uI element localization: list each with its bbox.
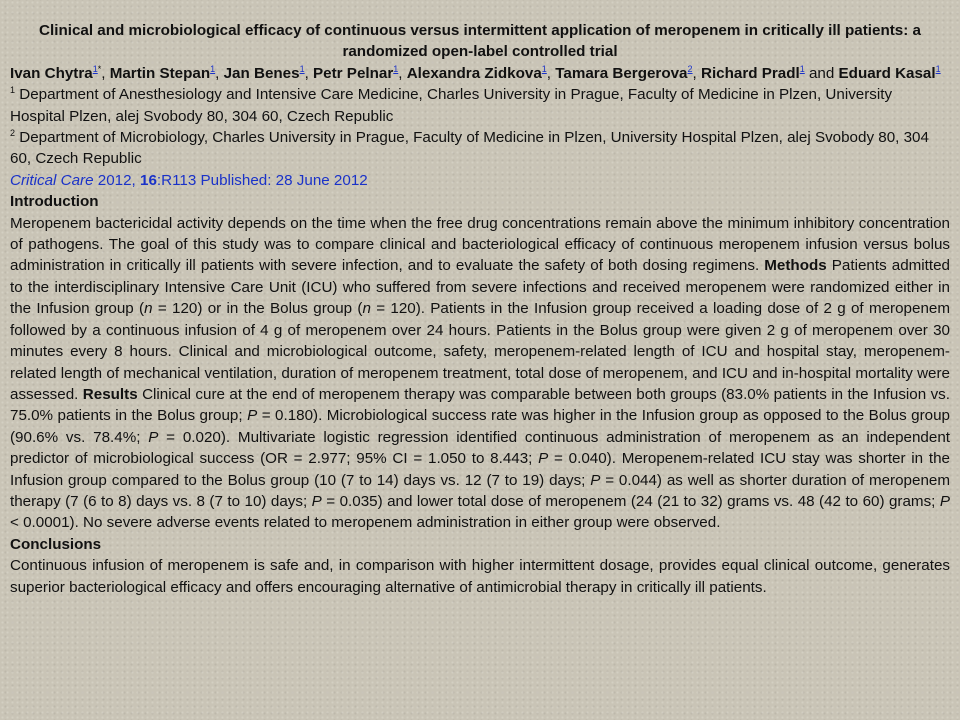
abstract-body: Meropenem bactericidal activity depends on the time when the free drug concentrations remain above the minimum inhibitory concentration of pathogens. The goal of this study was to compare clinical and bacteriological efficacy of continuous meropenem infusion versus bolus administration in critically ill patients with severe infection, and to evaluate the safety of both dosing regimens. Methods Patients admitted to the interdisciplinary Intensive Care Unit (ICU) who suffered from severe infections and received meropenem were randomized either in the Infusion group (n = 120) or in the Bolus group (n = 120). Patients in the Infusion group received a loading dose of 2 g of meropenem followed by a continuous infusion of 4 g of meropenem over 24 hours. Patients in the Bolus group were given 2 g of meropenem over 30 minutes every 8 hours. Clinical and microbiological outcome, safety, meropenem-related length of ICU and hospital stay, meropenem-related length of mechanical ventilation, duration of meropenem treatment, total dose of meropenem, and ICU and in-hospital mortality were assessed. Results Clinical cure at the end of meropenem therapy was comparable between both groups (83.0% patients in the Infusion vs. 75.0% patients in the Bolus group; P = 0.180). Microbiological success rate was higher in the Infusion group as opposed to the Bolus group (90.6% vs. 78.4%; P = 0.020). Multivariate logistic regression identified continuous administration of meropenem as an independent predictor of microbiological success (OR = 2.977; 95% CI = 1.050 to 8.443; P = 0.040). Meropenem-related ICU stay was shorter in the Infusion group compared to the Bolus group (10 (7 to 14) days vs. 12 (7 to 19) days; P = 0.044) as well as shorter duration of meropenem therapy (7 (6 to 8) days vs. 8 (7 to 10) days; P = 0.035) and lower total dose of meropenem (24 (21 to 32) grams vs. 48 (42 to 60) grams; P < 0.0001). No severe adverse events related to meropenem administration in either group were observed. <box>10 214 951 532</box>
affiliation-link[interactable]: 1 <box>393 63 399 74</box>
affiliation-1: $^1$ Department of Anesthesiology and Intensive Care Medicine, Charles University in Prague, Faculty of Medicine in Plzen, University Hospital Plzen, alej Svobody 80, 304 60, Czech Republic <box>10 85 893 125</box>
methods-label: Methods <box>764 257 827 275</box>
author: Alexandra Zidkova$^1$, <box>406 63 556 82</box>
author: Ivan Chytra$^{1*}$, <box>10 63 110 82</box>
conclusions-heading: Conclusions <box>10 535 102 553</box>
article-title: Clinical and microbiological efficacy of continuous versus intermittent application of meropenem in critically ill patients: a randomized open-label controlled trial <box>39 22 921 61</box>
affiliation-link[interactable]: 2 <box>687 63 693 74</box>
affiliation-2: $^2$ Department of Microbiology, Charles University in Prague, Faculty of Medicine in Plzen, University Hospital Plzen, alej Svobody 80, 304 60, Czech Republic <box>10 127 929 168</box>
affiliation-link[interactable]: 1 <box>299 63 305 74</box>
introduction-heading: Introduction <box>10 193 99 211</box>
affiliation-link[interactable]: 1 <box>799 63 805 74</box>
affiliation-link[interactable]: 1 <box>935 63 941 74</box>
conclusions-body: Continuous infusion of meropenem is safe and, in comparison with higher intermittent dosage, provides equal clinical outcome, generates superior bacteriological efficacy and offers encouraging alternative of antimicrobial therapy in critically ill patients. <box>10 557 950 596</box>
journal-volume: 16 <box>140 171 157 189</box>
slide-content <box>10 20 950 598</box>
results-label: Results <box>82 385 138 403</box>
journal-name: Critical Care <box>10 171 94 189</box>
affiliation-link[interactable]: 1 <box>541 63 547 74</box>
author: Richard Pradl$^1$ and <box>700 63 839 82</box>
affiliation-link[interactable]: 1 <box>210 63 216 74</box>
author: Petr Pelnar$^1$, <box>313 63 407 82</box>
author: Jan Benes$^1$, <box>223 63 314 82</box>
author: Martin Stepan$^1$, <box>109 63 224 82</box>
author-list <box>10 63 950 84</box>
affiliation-link[interactable]: 1 <box>92 63 98 74</box>
citation-line: Critical Care 2012, 16:R113 Published: 28 June 2012 <box>10 171 368 189</box>
author: Tamara Bergerova$^2$, <box>555 63 701 82</box>
author: Eduard Kasal$^1$ <box>838 63 941 82</box>
